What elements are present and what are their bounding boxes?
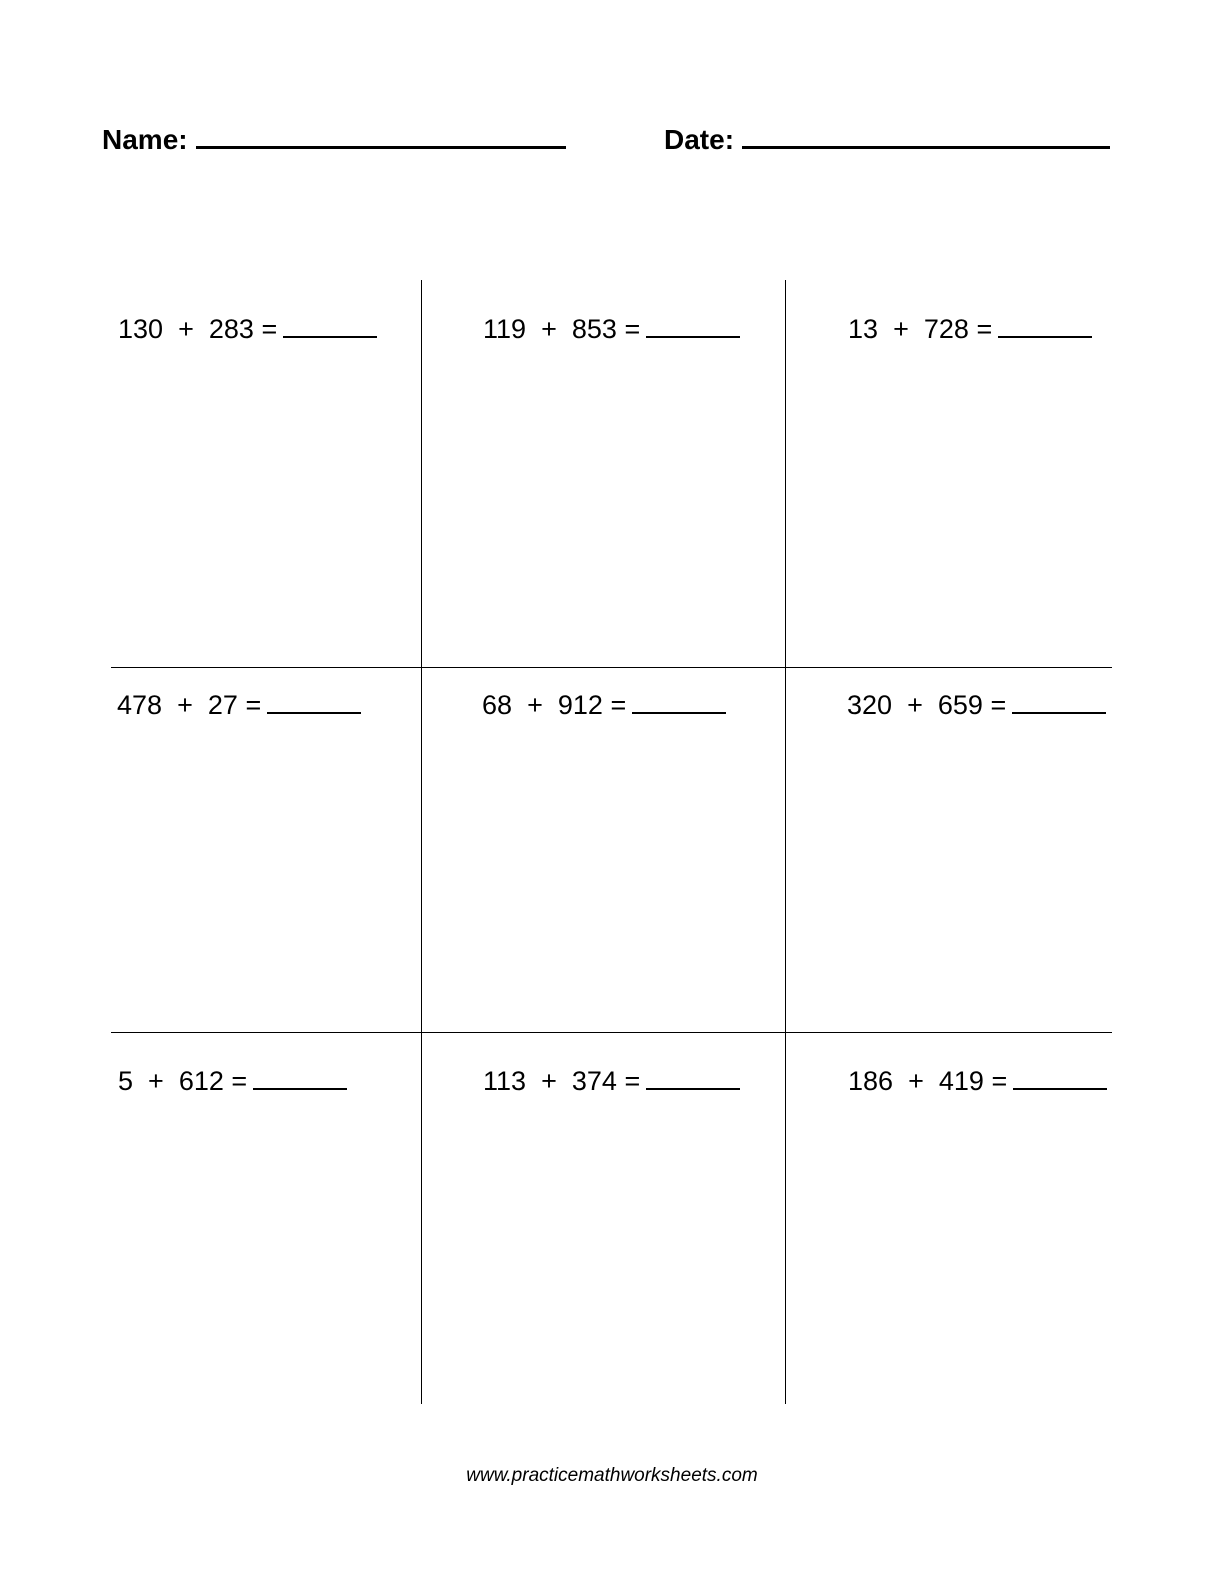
plus-sign: + [541,1066,557,1096]
equals-sign: = [991,1066,1008,1096]
equals-sign: = [976,314,993,344]
problem-2 [483,313,740,345]
addend-b: 853 [571,314,617,344]
date-label: Date: [664,124,735,155]
plus-sign: + [541,314,557,344]
plus-sign: + [527,690,543,720]
answer-blank[interactable] [646,1066,740,1090]
addend-b: 283 [208,314,254,344]
plus-sign: + [908,1066,924,1096]
footer-website: www.practicemathworksheets.com [466,1465,758,1486]
addend-a: 5 [118,1066,134,1096]
addend-b: 419 [938,1066,984,1096]
date-field [664,122,1110,157]
addend-a: 13 [848,314,879,344]
grid-vertical-divider [421,280,422,1404]
answer-blank[interactable] [253,1066,347,1090]
addend-b: 728 [923,314,969,344]
addend-a: 478 [117,690,163,720]
date-blank-line[interactable] [742,122,1110,149]
addend-a: 320 [847,690,893,720]
name-field [102,122,566,157]
answer-blank[interactable] [632,690,726,714]
equals-sign: = [990,690,1007,720]
plus-sign: + [178,314,194,344]
problem-6 [847,689,1106,721]
equals-sign: = [624,314,641,344]
problem-5 [482,689,726,721]
answer-blank[interactable] [998,314,1092,338]
addend-a: 119 [483,314,527,344]
plus-sign: + [148,1066,164,1096]
addend-b: 912 [557,690,603,720]
equals-sign: = [624,1066,641,1096]
addend-a: 113 [483,1066,527,1096]
name-label: Name: [102,124,188,155]
addend-b: 659 [937,690,983,720]
equals-sign: = [245,690,262,720]
equals-sign: = [610,690,627,720]
answer-blank[interactable] [1012,690,1106,714]
addend-a: 68 [482,690,513,720]
problem-1 [118,313,377,345]
answer-blank[interactable] [283,314,377,338]
equals-sign: = [231,1066,248,1096]
name-blank-line[interactable] [196,122,566,149]
plus-sign: + [907,690,923,720]
addend-b: 27 [207,690,238,720]
problem-7 [118,1065,347,1097]
problem-3 [848,313,1092,345]
grid-vertical-divider [785,280,786,1404]
problem-9 [848,1065,1107,1097]
answer-blank[interactable] [646,314,740,338]
plus-sign: + [893,314,909,344]
addend-a: 186 [848,1066,894,1096]
grid-horizontal-divider [111,1032,1112,1033]
problem-8 [483,1065,740,1097]
equals-sign: = [261,314,278,344]
addend-b: 374 [571,1066,617,1096]
grid-horizontal-divider [111,667,1112,668]
answer-blank[interactable] [267,690,361,714]
plus-sign: + [177,690,193,720]
problem-4 [117,689,361,721]
addend-a: 130 [118,314,164,344]
addend-b: 612 [178,1066,224,1096]
answer-blank[interactable] [1013,1066,1107,1090]
